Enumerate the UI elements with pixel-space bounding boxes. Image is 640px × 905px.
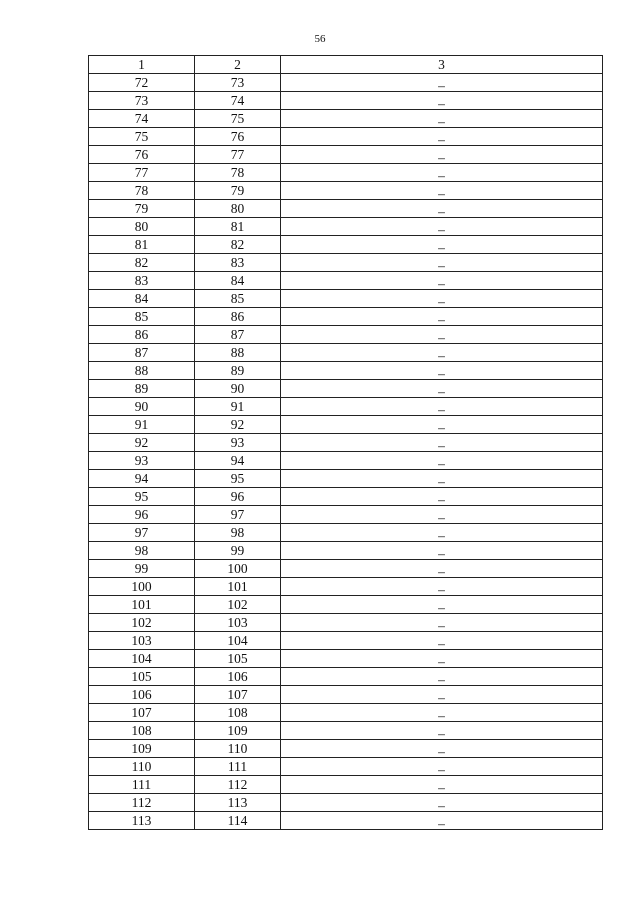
table-cell-col1: 110: [89, 758, 195, 776]
table-cell-col2: 109: [195, 722, 281, 740]
table-row: [89, 110, 603, 128]
table-cell-dash: –: [438, 239, 445, 255]
table-cell-col1: 93: [89, 452, 195, 470]
table-cell-col2: 74: [195, 92, 281, 110]
table-cell-col1: 78: [89, 182, 195, 200]
table-cell-dash: –: [438, 95, 445, 111]
table-cell-col1: 81: [89, 236, 195, 254]
table-row: [89, 740, 603, 758]
table-cell-dash: –: [438, 491, 445, 507]
table-cell-col3: [281, 128, 603, 146]
table-cell-col2: 100: [195, 560, 281, 578]
table-cell-dash: –: [438, 419, 445, 435]
table-cell-col3: [281, 632, 603, 650]
table-cell-col1: 83: [89, 272, 195, 290]
table-cell-dash: –: [438, 131, 445, 147]
page-number: 56: [314, 33, 326, 45]
table-cell-col2: 82: [195, 236, 281, 254]
table-cell-col3: [281, 110, 603, 128]
table-cell-col2: 101: [195, 578, 281, 596]
table-cell-dash: –: [438, 401, 445, 417]
table-row: [89, 290, 603, 308]
table-cell-col1: 100: [89, 578, 195, 596]
table-cell-col2: 97: [195, 506, 281, 524]
table-row: [89, 218, 603, 236]
table-row: [89, 542, 603, 560]
table-cell-col1: 73: [89, 92, 195, 110]
table-cell-col1: 107: [89, 704, 195, 722]
table-row: [89, 362, 603, 380]
table-cell-col1: 112: [89, 794, 195, 812]
table-cell-col3: [281, 290, 603, 308]
table-cell-col3: [281, 812, 603, 830]
table-cell-col2: 105: [195, 650, 281, 668]
table-cell-col1: 82: [89, 254, 195, 272]
table-cell-col3: [281, 236, 603, 254]
table-cell-col2: 87: [195, 326, 281, 344]
table-cell-dash: –: [438, 113, 445, 129]
table-row: [89, 596, 603, 614]
table-cell-dash: –: [438, 599, 445, 615]
table-cell-col3: [281, 92, 603, 110]
table-row: [89, 326, 603, 344]
table-cell-dash: –: [438, 311, 445, 327]
table-cell-col1: 111: [89, 776, 195, 794]
table-cell-col1: 91: [89, 416, 195, 434]
table-cell-dash: –: [438, 761, 445, 777]
table-cell-dash: –: [438, 635, 445, 651]
table-cell-dash: –: [438, 455, 445, 471]
table-cell-col3: [281, 398, 603, 416]
table-cell-col2: 89: [195, 362, 281, 380]
table-cell-col3: [281, 200, 603, 218]
table-cell-col3: [281, 596, 603, 614]
table-row: [89, 128, 603, 146]
table-cell-col2: 94: [195, 452, 281, 470]
table-cell-col3: [281, 146, 603, 164]
table-cell-col2: 104: [195, 632, 281, 650]
table-row: [89, 578, 603, 596]
column-header-2: 2: [195, 56, 281, 74]
table-cell-dash: –: [438, 671, 445, 687]
table-cell-dash: –: [438, 563, 445, 579]
table-cell-col2: 103: [195, 614, 281, 632]
table-cell-dash: –: [438, 203, 445, 219]
table-row: [89, 272, 603, 290]
table-cell-col3: [281, 74, 603, 92]
table-cell-col1: 102: [89, 614, 195, 632]
table-cell-col2: 108: [195, 704, 281, 722]
table-cell-col2: 84: [195, 272, 281, 290]
table-cell-col1: 88: [89, 362, 195, 380]
table-cell-dash: –: [438, 725, 445, 741]
table-cell-col1: 98: [89, 542, 195, 560]
table-cell-col3: [281, 254, 603, 272]
table-row: [89, 506, 603, 524]
table-cell-col2: 77: [195, 146, 281, 164]
table-cell-col2: 79: [195, 182, 281, 200]
table-cell-col2: 76: [195, 128, 281, 146]
column-header-3: 3: [281, 56, 603, 74]
data-table: [88, 55, 603, 830]
table-cell-col2: 111: [195, 758, 281, 776]
table-cell-col2: 114: [195, 812, 281, 830]
table-cell-col2: 73: [195, 74, 281, 92]
table-cell-col3: [281, 722, 603, 740]
table-cell-col1: 77: [89, 164, 195, 182]
table-cell-col2: 96: [195, 488, 281, 506]
table-cell-col2: 90: [195, 380, 281, 398]
table-row: [89, 470, 603, 488]
table-cell-col3: [281, 560, 603, 578]
table-cell-dash: –: [438, 653, 445, 669]
table-cell-col1: 72: [89, 74, 195, 92]
table-row: [89, 704, 603, 722]
table-cell-col1: 79: [89, 200, 195, 218]
table-cell-col2: 106: [195, 668, 281, 686]
table-cell-col3: [281, 344, 603, 362]
table-cell-dash: –: [438, 257, 445, 273]
table-cell-col1: 94: [89, 470, 195, 488]
table-row: [89, 308, 603, 326]
table-cell-col3: [281, 164, 603, 182]
table-cell-col2: 85: [195, 290, 281, 308]
table-cell-col1: 95: [89, 488, 195, 506]
table-row: [89, 74, 603, 92]
table-cell-col3: [281, 542, 603, 560]
table-header-row: [89, 56, 603, 74]
table-row: [89, 200, 603, 218]
table-cell-dash: –: [438, 509, 445, 525]
table-cell-dash: –: [438, 689, 445, 705]
table-body: [89, 74, 603, 830]
table-cell-col2: 98: [195, 524, 281, 542]
table-cell-col2: 80: [195, 200, 281, 218]
table-cell-dash: –: [438, 221, 445, 237]
table-cell-col2: 102: [195, 596, 281, 614]
table-cell-dash: –: [438, 149, 445, 165]
table-cell-col3: [281, 218, 603, 236]
table-cell-col3: [281, 668, 603, 686]
table-cell-col3: [281, 470, 603, 488]
table-cell-col1: 99: [89, 560, 195, 578]
table-cell-col2: 110: [195, 740, 281, 758]
table-cell-col2: 86: [195, 308, 281, 326]
table-row: [89, 776, 603, 794]
table-row: [89, 812, 603, 830]
table-cell-dash: –: [438, 275, 445, 291]
table-cell-col2: 78: [195, 164, 281, 182]
table-cell-col1: 106: [89, 686, 195, 704]
table-row: [89, 722, 603, 740]
table-cell-col3: [281, 452, 603, 470]
table-cell-col1: 96: [89, 506, 195, 524]
table-cell-col2: 92: [195, 416, 281, 434]
table-cell-col3: [281, 488, 603, 506]
table-cell-dash: –: [438, 617, 445, 633]
table-cell-col3: [281, 272, 603, 290]
table-cell-col1: 97: [89, 524, 195, 542]
table-cell-col1: 89: [89, 380, 195, 398]
table-cell-col1: 92: [89, 434, 195, 452]
table-row: [89, 794, 603, 812]
table-cell-dash: –: [438, 545, 445, 561]
table-cell-col1: 105: [89, 668, 195, 686]
table-cell-col3: [281, 704, 603, 722]
table-cell-col1: 84: [89, 290, 195, 308]
table-cell-dash: –: [438, 743, 445, 759]
column-header-1: 1: [89, 56, 195, 74]
table-cell-col1: 103: [89, 632, 195, 650]
table-cell-dash: –: [438, 365, 445, 381]
table-cell-dash: –: [438, 797, 445, 813]
table-cell-col2: 75: [195, 110, 281, 128]
table-cell-col3: [281, 614, 603, 632]
table-cell-col2: 107: [195, 686, 281, 704]
table-row: [89, 650, 603, 668]
table-cell-dash: –: [438, 293, 445, 309]
table-cell-col2: 95: [195, 470, 281, 488]
table-row: [89, 416, 603, 434]
table-cell-col1: 104: [89, 650, 195, 668]
table-row: [89, 668, 603, 686]
table-cell-col3: [281, 362, 603, 380]
table-cell-dash: –: [438, 383, 445, 399]
table-cell-dash: –: [438, 185, 445, 201]
table-row: [89, 182, 603, 200]
table-cell-dash: –: [438, 707, 445, 723]
table-cell-col3: [281, 740, 603, 758]
table-row: [89, 434, 603, 452]
table-cell-col3: [281, 794, 603, 812]
table-cell-col1: 74: [89, 110, 195, 128]
table-cell-dash: –: [438, 779, 445, 795]
table-cell-col1: 101: [89, 596, 195, 614]
table-cell-col1: 113: [89, 812, 195, 830]
table-row: [89, 560, 603, 578]
table-cell-col1: 86: [89, 326, 195, 344]
table-row: [89, 92, 603, 110]
table-cell-dash: –: [438, 473, 445, 489]
table-row: [89, 398, 603, 416]
table-row: [89, 344, 603, 362]
table-row: [89, 236, 603, 254]
table-row: [89, 632, 603, 650]
table-cell-dash: –: [438, 581, 445, 597]
table-cell-col3: [281, 524, 603, 542]
table-row: [89, 488, 603, 506]
table-cell-col3: [281, 776, 603, 794]
table-cell-col2: 81: [195, 218, 281, 236]
table-cell-dash: –: [438, 815, 445, 831]
table-cell-col3: [281, 434, 603, 452]
table-row: [89, 164, 603, 182]
table-cell-dash: –: [438, 527, 445, 543]
table-row: [89, 758, 603, 776]
table-cell-dash: –: [438, 77, 445, 93]
table-cell-dash: –: [438, 167, 445, 183]
table-cell-col3: [281, 650, 603, 668]
table-cell-dash: –: [438, 437, 445, 453]
table-cell-col3: [281, 578, 603, 596]
table-cell-col3: [281, 758, 603, 776]
table-cell-col3: [281, 506, 603, 524]
table-cell-dash: –: [438, 329, 445, 345]
table-cell-col1: 75: [89, 128, 195, 146]
table-cell-col3: [281, 686, 603, 704]
table-cell-col2: 88: [195, 344, 281, 362]
table-cell-col1: 108: [89, 722, 195, 740]
table-cell-col3: [281, 182, 603, 200]
table-cell-col1: 80: [89, 218, 195, 236]
table-cell-col3: [281, 308, 603, 326]
table-cell-col2: 113: [195, 794, 281, 812]
table-row: [89, 524, 603, 542]
table-cell-col3: [281, 326, 603, 344]
table-row: [89, 380, 603, 398]
table-cell-col3: [281, 416, 603, 434]
table-cell-col2: 83: [195, 254, 281, 272]
table-row: [89, 452, 603, 470]
table-row: [89, 146, 603, 164]
table-cell-col3: [281, 380, 603, 398]
table-row: [89, 614, 603, 632]
table-cell-col1: 87: [89, 344, 195, 362]
table-cell-col1: 90: [89, 398, 195, 416]
table-cell-col1: 109: [89, 740, 195, 758]
table-cell-dash: –: [438, 347, 445, 363]
table-row: [89, 254, 603, 272]
table-cell-col2: 93: [195, 434, 281, 452]
table-cell-col2: 99: [195, 542, 281, 560]
table-row: [89, 686, 603, 704]
table-cell-col2: 91: [195, 398, 281, 416]
table-cell-col1: 85: [89, 308, 195, 326]
table-cell-col2: 112: [195, 776, 281, 794]
table-cell-col1: 76: [89, 146, 195, 164]
